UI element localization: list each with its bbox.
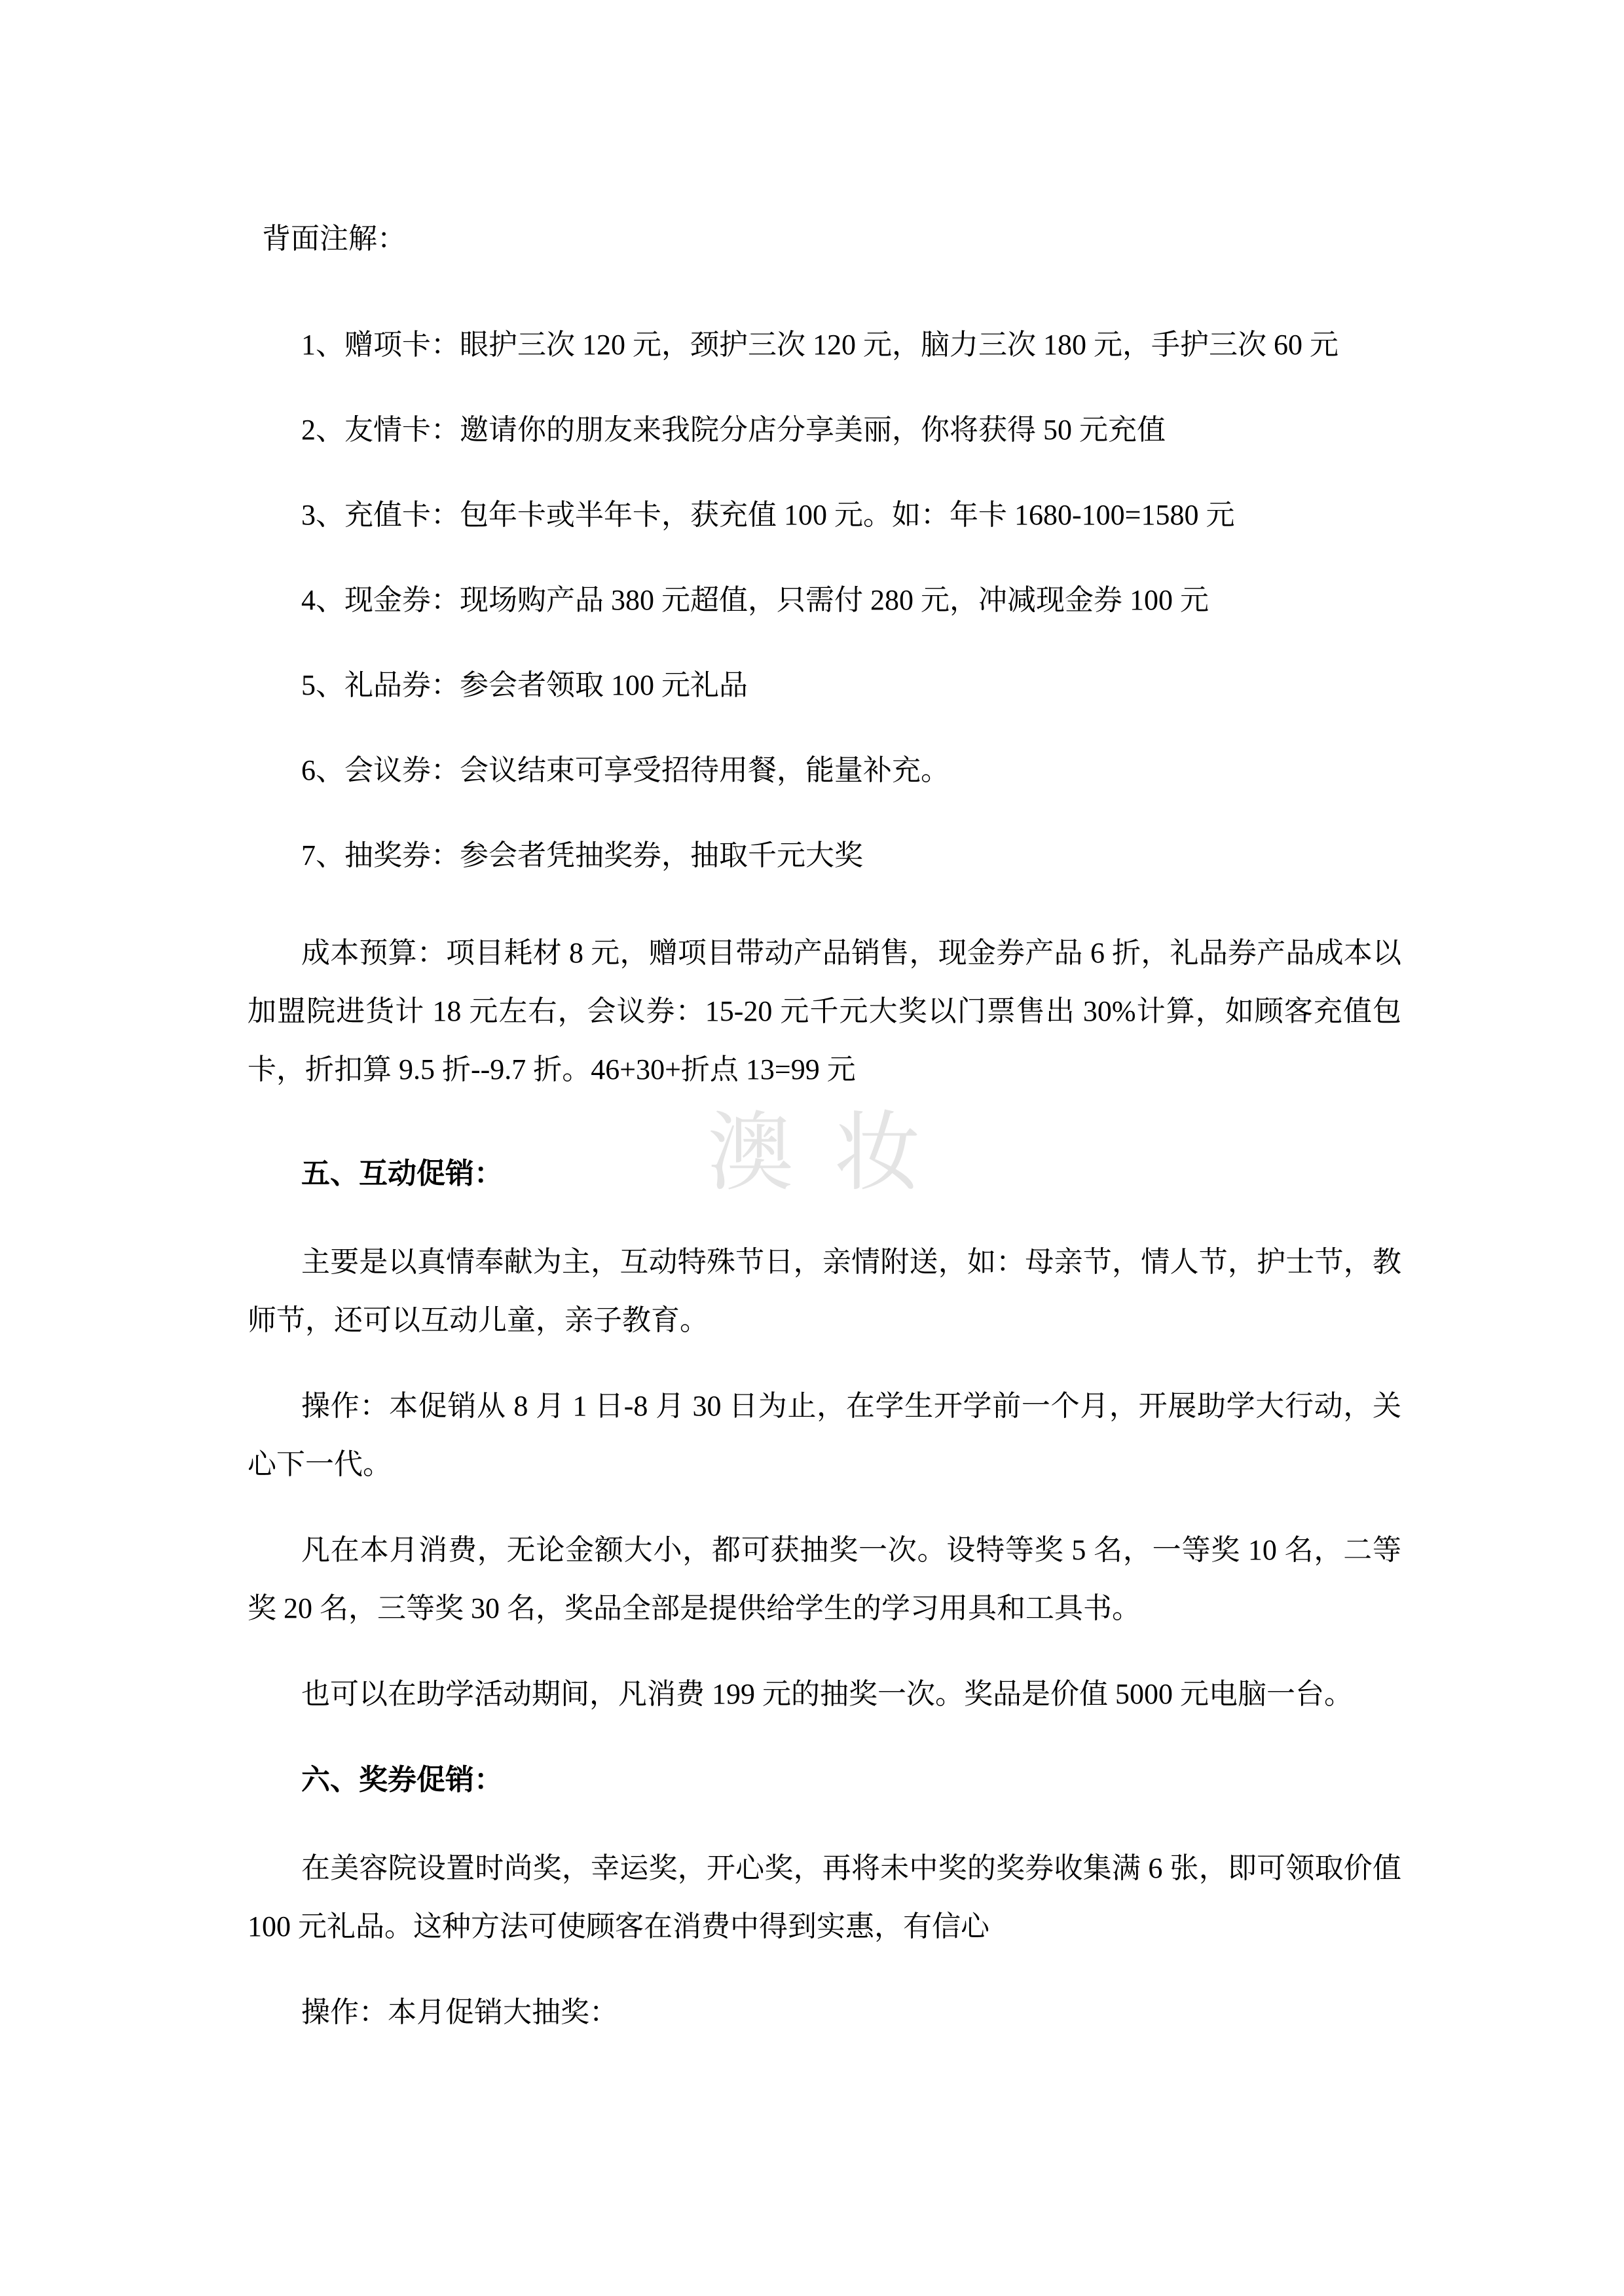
- section5-paragraph-4: 也可以在助学活动期间，凡消费 199 元的抽奖一次。奖品是价值 5000 元电脑一台。: [301, 1678, 1353, 1710]
- section5-heading: 五、互动促销：: [301, 1157, 503, 1190]
- note-item-6: 6、会议券：会议结束可享受招待用餐，能量补充。: [301, 754, 950, 786]
- document-content: [248, 210, 1401, 2069]
- note-item-3: 3、充值卡：包年卡或半年卡，获充值 100 元。如：年卡 1680-100=1580 元: [301, 499, 1235, 531]
- note-item-1: 1、赠项卡：眼护三次 120 元，颈护三次 120 元，脑力三次 180 元，手护三次 60 元: [301, 329, 1338, 361]
- section5-paragraph-3: 凡在本月消费，无论金额大小，都可获抽奖一次。设特等奖 5 名，一等奖 10 名，二等奖 20 名，三等奖 30 名，奖品全部是提供给学生的学习用具和工具书。: [248, 1534, 1401, 1624]
- note-item-7: 7、抽奖券：参会者凭抽奖券，抽取千元大奖: [301, 839, 863, 871]
- intro-line: 背面注解：: [262, 223, 406, 255]
- note-item-4: 4、现金券：现场购产品 380 元超值，只需付 280 元，冲减现金券 100 元: [301, 584, 1209, 616]
- section6-paragraph-2: 操作：本月促销大抽奖：: [301, 1996, 618, 2028]
- section6-heading: 六、奖券促销：: [301, 1764, 503, 1796]
- section6-paragraph-1: 在美容院设置时尚奖，幸运奖，开心奖，再将未中奖的奖券收集满 6 张，即可领取价值 100 元礼品。这种方法可使顾客在消费中得到实惠，有信心: [248, 1852, 1401, 1942]
- note-item-5: 5、礼品券：参会者领取 100 元礼品: [301, 669, 748, 701]
- note-item-2: 2、友情卡：邀请你的朋友来我院分店分享美丽，你将获得 50 元充值: [301, 414, 1166, 446]
- section5-paragraph-2: 操作：本促销从 8 月 1 日-8 月 30 日为止，在学生开学前一个月，开展助学大行动，关心下一代。: [248, 1390, 1401, 1480]
- section5-paragraph-1: 主要是以真情奉献为主，互动特殊节日，亲情附送，如：母亲节，情人节，护士节，教师节，还可以互动儿童，亲子教育。: [248, 1246, 1401, 1336]
- budget-paragraph: 成本预算：项目耗材 8 元，赠项目带动产品销售，现金券产品 6 折，礼品券产品成本以加盟院进货计 18 元左右，会议券：15-20 元千元大奖以门票售出 30%计算，如顾客充值包卡，折扣算 9.5 折--9.7 折。46+30+折点 13=99 元: [248, 937, 1401, 1085]
- watermark-text: 澳妆: [707, 1104, 961, 1201]
